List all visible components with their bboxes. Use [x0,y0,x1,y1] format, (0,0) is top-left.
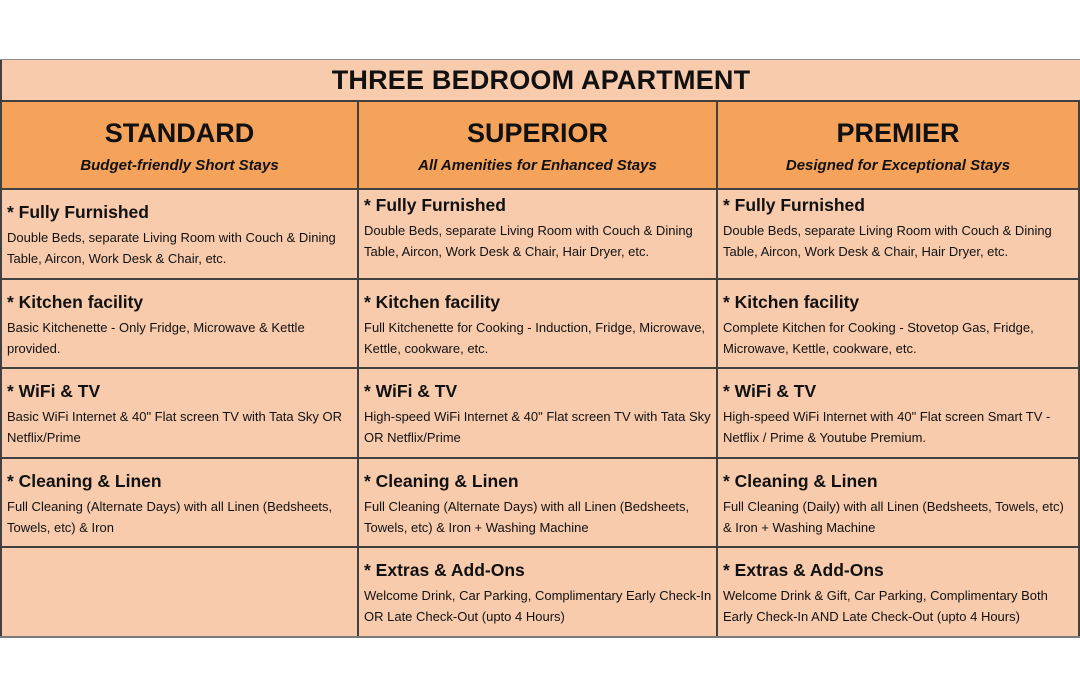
feature-desc: Double Beds, separate Living Room with Couch & Dining Table, Aircon, Work Desk & Chair, etc. [7,230,336,266]
feature-title: * Fully Furnished [723,195,865,215]
feature-cell-premier-cleaning [718,459,1080,548]
feature-title: * Extras & Add-Ons [723,560,884,580]
plan-subtitle-standard: Budget-friendly Short Stays [80,157,279,174]
feature-title: * WiFi & TV [7,381,101,401]
feature-desc: Full Cleaning (Alternate Days) with all Linen (Bedsheets, Towels, etc) & Iron [7,499,333,535]
feature-desc: Double Beds, separate Living Room with Couch & Dining Table, Aircon, Work Desk & Chair, Hair Dryer, etc. [364,223,693,259]
plan-header-standard [0,102,359,190]
plan-subtitle-superior: All Amenities for Enhanced Stays [418,157,657,174]
feature-cell-standard-kitchen [0,280,359,369]
feature-cell-superior-cleaning [359,459,718,548]
plan-header-premier [718,102,1080,190]
feature-cell-standard-wifi [0,369,359,459]
pricing-table [0,59,1080,638]
feature-cell-premier-extras [718,548,1080,636]
feature-desc: Full Cleaning (Alternate Days) with all Linen (Bedsheets, Towels, etc) & Iron + Washing Machine [364,499,690,535]
feature-title: * Kitchen facility [723,292,860,312]
feature-desc: Basic Kitchenette - Only Fridge, Microwave & Kettle provided. [7,320,305,356]
feature-desc: Full Kitchenette for Cooking - Induction, Fridge, Microwave, Kettle, cookware, etc. [364,320,706,356]
feature-title: * WiFi & TV [364,381,458,401]
feature-desc: Full Cleaning (Daily) with all Linen (Bedsheets, Towels, etc) & Iron + Washing Machine [723,499,1064,535]
feature-cell-standard-furnished [0,190,359,280]
feature-desc: Welcome Drink & Gift, Car Parking, Complimentary Both Early Check-In AND Late Check-Out (upto 4 Hours) [723,588,1048,624]
plan-name-premier: PREMIER [836,118,960,148]
feature-title: * Cleaning & Linen [364,471,519,491]
feature-cell-superior-extras [359,548,718,636]
feature-title: * Cleaning & Linen [723,471,878,491]
plan-name-standard: STANDARD [104,118,255,148]
feature-title: * Kitchen facility [364,292,501,312]
feature-cell-standard-extras-empty [0,548,359,636]
plans-grid [0,102,1080,636]
plan-name-superior: SUPERIOR [466,118,609,148]
feature-cell-superior-kitchen [359,280,718,369]
feature-title: * Cleaning & Linen [7,471,162,491]
feature-title: * WiFi & TV [723,381,817,401]
feature-cell-premier-wifi [718,369,1080,459]
feature-desc: Double Beds, separate Living Room with Couch & Dining Table, Aircon, Work Desk & Chair, Hair Dryer, etc. [723,223,1052,259]
plan-header-superior [359,102,718,190]
feature-desc: Welcome Drink, Car Parking, Complimentary Early Check-In OR Late Check-Out (upto 4 Hours) [364,588,712,624]
plan-subtitle-premier: Designed for Exceptional Stays [785,157,1011,174]
feature-cell-standard-cleaning [0,459,359,548]
feature-title: * Extras & Add-Ons [364,560,525,580]
feature-desc: High-speed WiFi Internet & 40" Flat screen TV with Tata Sky OR Netflix/Prime [364,409,711,445]
feature-desc: Basic WiFi Internet & 40" Flat screen TV with Tata Sky OR Netflix/Prime [7,409,343,445]
table-title: THREE BEDROOM APARTMENT [0,60,1080,102]
feature-cell-superior-wifi [359,369,718,459]
feature-cell-superior-furnished [359,190,718,280]
feature-desc: Complete Kitchen for Cooking - Stovetop Gas, Fridge, Microwave, Kettle, cookware, etc. [723,320,1034,356]
feature-desc: High-speed WiFi Internet with 40" Flat screen Smart TV - Netflix / Prime & Youtube Premium. [723,409,1051,445]
feature-cell-premier-furnished [718,190,1080,280]
feature-title: * Fully Furnished [7,202,149,222]
feature-cell-premier-kitchen [718,280,1080,369]
feature-title: * Kitchen facility [7,292,144,312]
feature-title: * Fully Furnished [364,195,506,215]
